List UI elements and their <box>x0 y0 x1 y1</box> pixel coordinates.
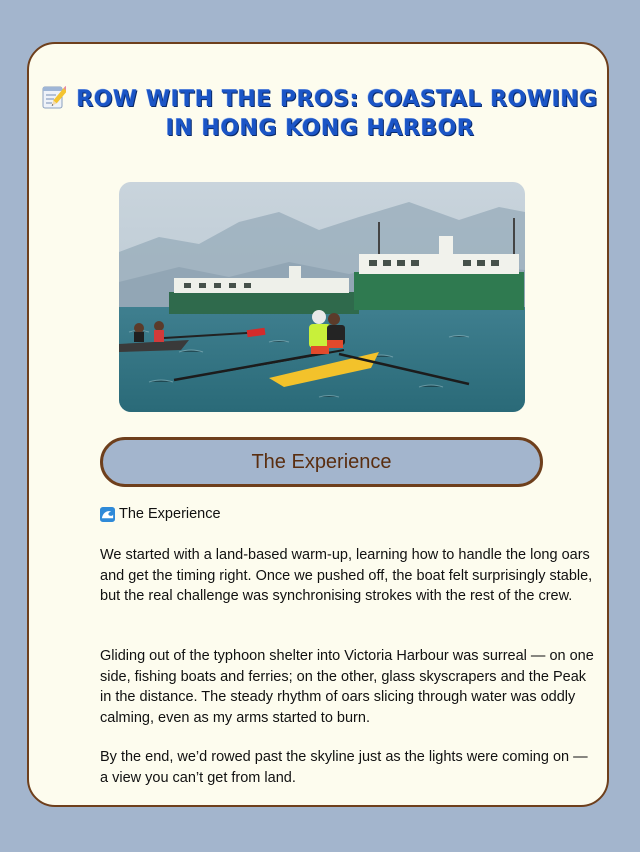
section-button[interactable]: The Experience <box>100 437 543 487</box>
article-card <box>27 42 609 807</box>
paragraph-1: We started with a land-based warm-up, learning how to handle the long oars and get the timing right. Once we pushed off, the boat felt surprisingly stable, but the real challenge was synchronising strokes with the rest of the crew. <box>100 547 593 604</box>
section-subheading: The Experience <box>100 506 221 522</box>
wave-icon <box>100 507 115 522</box>
page-title: ROW WITH THE PROS: COASTAL ROWING IN HONG KONG HARBOR <box>29 84 611 143</box>
paragraph-2: Gliding out of the typhoon shelter into Victoria Harbour was surreal — on one side, fishing boats and ferries; on the other, glass skyscrapers and the Peak in the distance. The steady rhythm of oars slicing through water was oddly calming, even as my arms started to burn. <box>100 648 594 726</box>
paragraph-3: By the end, we’d rowed past the skyline just as the lights were coming on — a view you can’t get from land. <box>100 749 588 786</box>
hero-photo <box>119 182 525 412</box>
memo-icon <box>42 84 66 110</box>
